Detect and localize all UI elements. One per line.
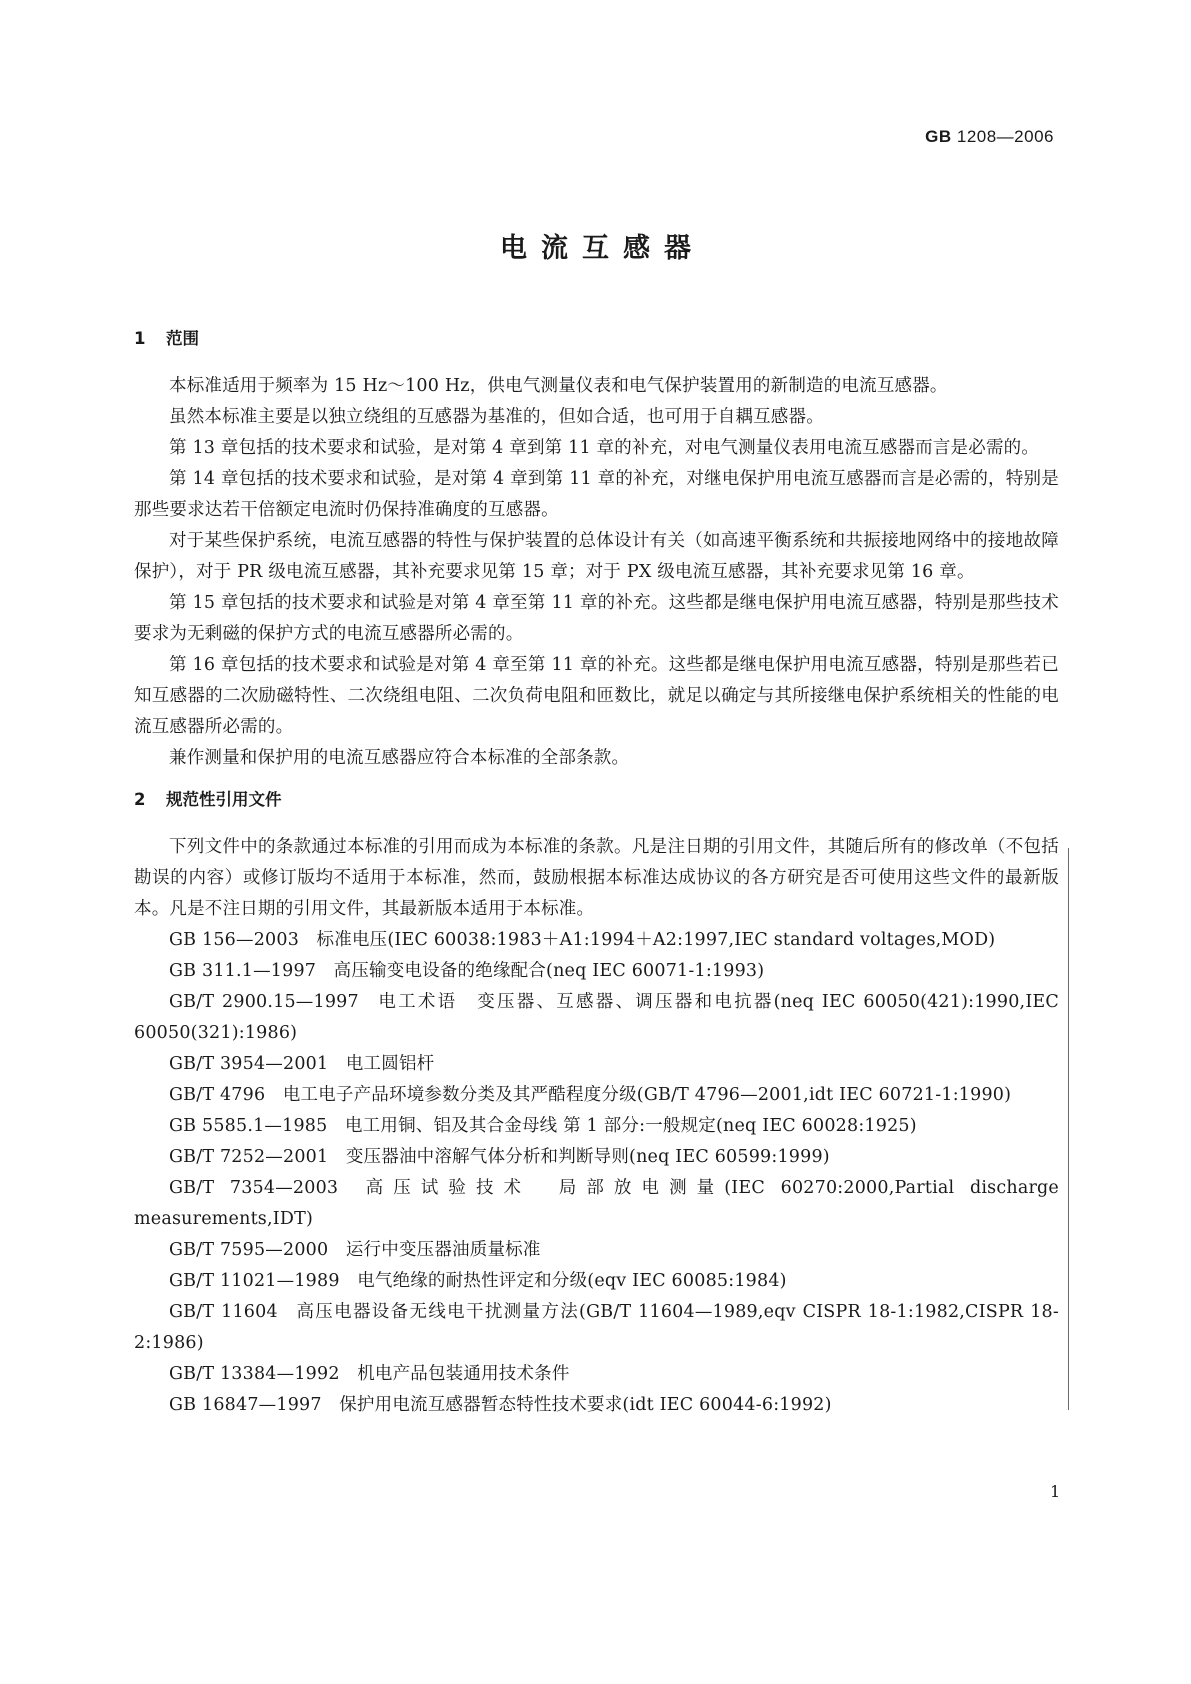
- reference-entry: [134, 956, 1059, 987]
- scope-paragraph: 第 16 章包括的技术要求和试验是对第 4 章至第 11 章的补充。这些都是继电保护用电流互感器，特别是那些若已知互感器的二次励磁特性、二次绕组电阻、二次负荷电阻和匝数比，就足以确定与其所接继电保护系统相关的性能的电流互感器所必需的。: [134, 655, 1059, 737]
- reference-code: GB/T 11021—1989: [169, 1271, 340, 1291]
- reference-title: 电工用铜、铝及其合金母线 第 1 部分:一般规定(neq IEC 60028:1925): [344, 1116, 917, 1136]
- reference-entry: [134, 1049, 1059, 1080]
- scope-paragraph: 第 15 章包括的技术要求和试验是对第 4 章至第 11 章的补充。这些都是继电保护用电流互感器，特别是那些技术要求为无剩磁的保护方式的电流互感器所必需的。: [134, 593, 1059, 644]
- reference-title: 标准电压(IEC 60038:1983＋A1:1994＋A2:1997,IEC standard voltages,MOD): [316, 930, 996, 950]
- reference-code: GB 5585.1—1985: [169, 1116, 328, 1136]
- reference-entry: [134, 1235, 1059, 1266]
- scope-paragraph: 第 14 章包括的技术要求和试验，是对第 4 章到第 11 章的补充，对继电保护用电流互感器而言是必需的，特别是那些要求达若干倍额定电流时仍保持准确度的互感器。: [134, 469, 1059, 520]
- page-number: 1: [1050, 1482, 1061, 1501]
- margin-rule: [1068, 848, 1069, 1410]
- reference-title: 保护用电流互感器暂态特性技术要求(idt IEC 60044-6:1992): [339, 1395, 832, 1415]
- scope-paragraph: 本标准适用于频率为 15 Hz～100 Hz，供电气测量仪表和电气保护装置用的新制造的电流互感器。: [169, 376, 948, 396]
- scope-paragraph: 兼作测量和保护用的电流互感器应符合本标准的全部条款。: [169, 748, 630, 768]
- section-2-title: 规范性引用文件: [166, 790, 282, 809]
- reference-title: 电气绝缘的耐热性评定和分级(eqv IEC 60085:1984): [357, 1271, 787, 1291]
- standard-code: 1208—2006: [956, 127, 1054, 146]
- reference-title: 变压器油中溶解气体分析和判断导则(neq IEC 60599:1999): [345, 1147, 830, 1167]
- section-1-number: 1: [134, 329, 146, 348]
- reference-entry: [134, 1266, 1059, 1297]
- reference-title: 高压试验技术 局部放电测量(IEC 60270:2000,Partial discharge measurements,IDT): [134, 1178, 1059, 1229]
- reference-title: 高压输变电设备的绝缘配合(neq IEC 60071-1:1993): [333, 961, 765, 981]
- references-intro: 下列文件中的条款通过本标准的引用而成为本标准的条款。凡是注日期的引用文件，其随后所有的修改单（不包括勘误的内容）或修订版均不适用于本标准，然而，鼓励根据本标准达成协议的各方研究是否可使用这些文件的最新版本。凡是不注日期的引用文件，其最新版本适用于本标准。: [134, 837, 1059, 919]
- reference-entry: [134, 1359, 1059, 1390]
- reference-title: 电工电子产品环境参数分类及其严酷程度分级(GB/T 4796—2001,idt IEC 60721-1:1990): [282, 1085, 1012, 1105]
- standard-number: [925, 127, 1054, 147]
- standard-prefix: GB: [925, 127, 952, 146]
- reference-code: GB/T 2900.15—1997: [169, 992, 359, 1012]
- scope-paragraph: 第 13 章包括的技术要求和试验，是对第 4 章到第 11 章的补充，对电气测量仪表用电流互感器而言是必需的。: [169, 438, 1040, 458]
- reference-entry: [134, 1173, 1059, 1235]
- section-2-heading: [134, 786, 1059, 814]
- section-1-title: 范围: [166, 329, 199, 348]
- reference-title: 机电产品包装通用技术条件: [357, 1364, 570, 1384]
- reference-entry: [134, 1111, 1059, 1142]
- reference-entry: [134, 987, 1059, 1049]
- reference-entry: [134, 1390, 1059, 1421]
- reference-entry: [134, 925, 1059, 956]
- section-1-heading: [134, 325, 1059, 353]
- reference-code: GB/T 3954—2001: [169, 1054, 329, 1074]
- reference-code: GB 16847—1997: [169, 1395, 322, 1415]
- document-body: [134, 325, 1059, 1421]
- reference-code: GB/T 13384—1992: [169, 1364, 340, 1384]
- reference-entry: [134, 1142, 1059, 1173]
- reference-code: GB/T 7354—2003: [169, 1178, 339, 1198]
- scope-paragraph: 对于某些保护系统，电流互感器的特性与保护装置的总体设计有关（如高速平衡系统和共振接地网络中的接地故障保护），对于 PR 级电流互感器，其补充要求见第 15 章；对于 PX 级电流互感器，其补充要求见第 16 章。: [134, 531, 1059, 582]
- scope-paragraph: 虽然本标准主要是以独立绕组的互感器为基准的，但如合适，也可用于自耦互感器。: [169, 407, 824, 427]
- reference-title: 运行中变压器油质量标准: [345, 1240, 541, 1260]
- reference-code: GB/T 11604: [169, 1302, 278, 1322]
- reference-entry: [134, 1297, 1059, 1359]
- reference-code: GB 156—2003: [169, 930, 300, 950]
- reference-code: GB/T 4796: [169, 1085, 266, 1105]
- document-title: 电流互感器: [500, 233, 705, 264]
- reference-title: 高压电器设备无线电干扰测量方法(GB/T 11604—1989,eqv CISPR 18-1:1982,CISPR 18-2:1986): [134, 1302, 1059, 1353]
- reference-code: GB/T 7252—2001: [169, 1147, 329, 1167]
- reference-title: 电工圆铝杆: [345, 1054, 435, 1074]
- reference-entry: [134, 1080, 1059, 1111]
- reference-code: GB 311.1—1997: [169, 961, 317, 981]
- reference-title: 电工术语 变压器、互感器、调压器和电抗器(neq IEC 60050(421):1990,IEC 60050(321):1986): [134, 992, 1059, 1043]
- reference-code: GB/T 7595—2000: [169, 1240, 329, 1260]
- section-2-number: 2: [134, 790, 146, 809]
